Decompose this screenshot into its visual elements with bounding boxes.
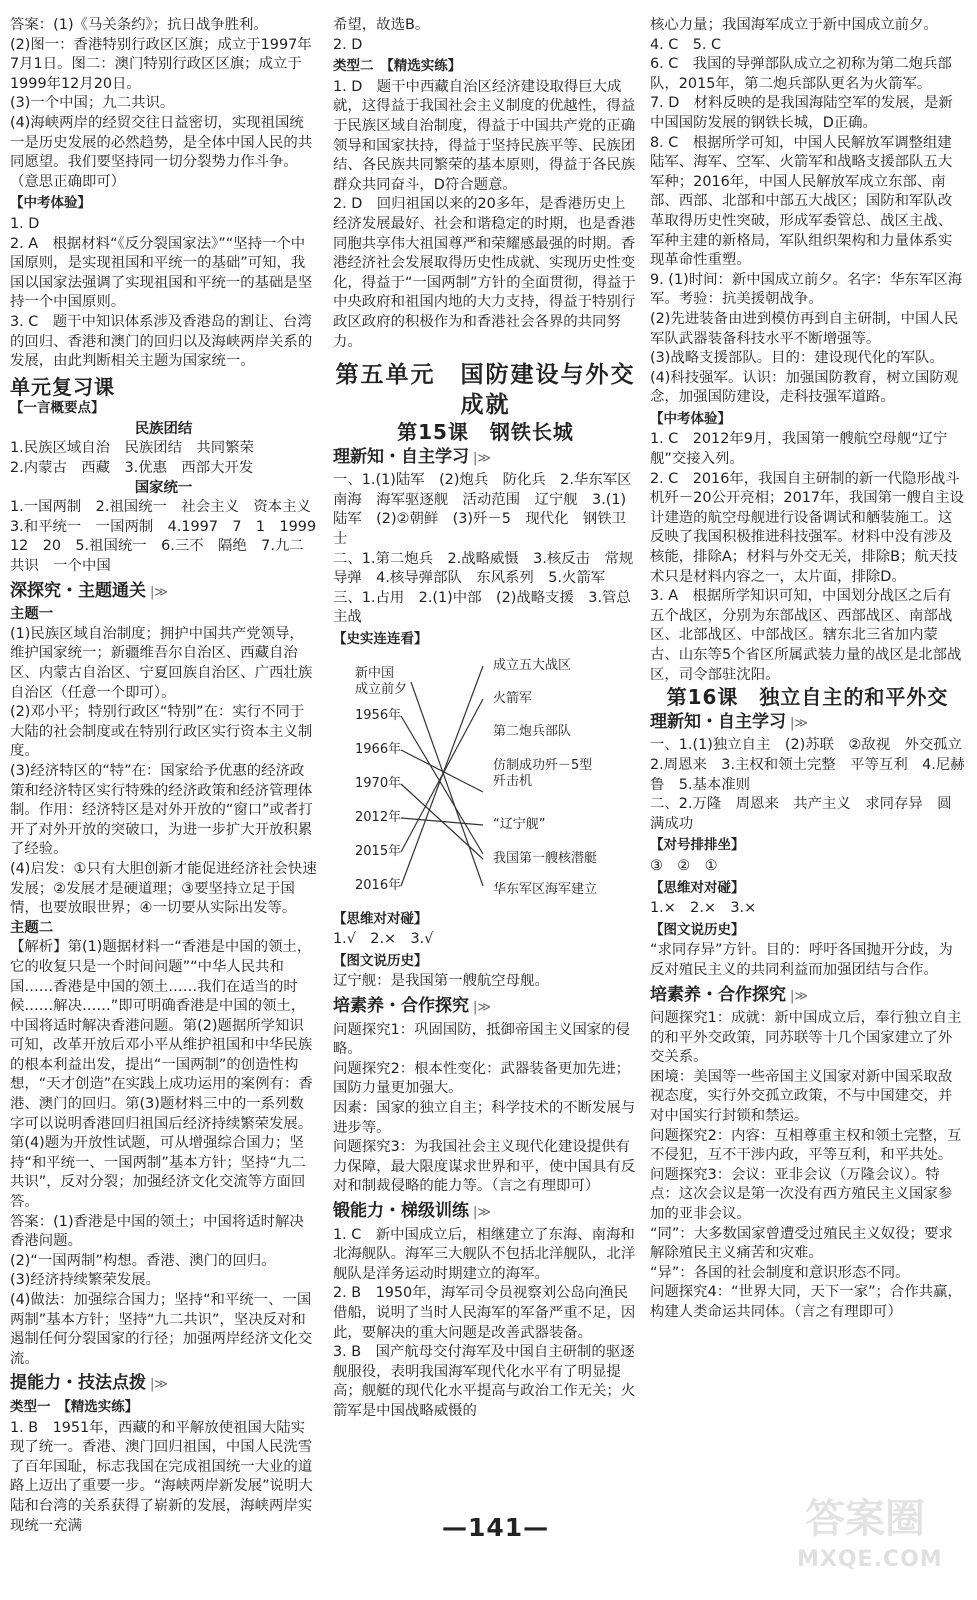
answer-text: 问题探究1：巩固国防，抵御帝国主义国家的侵略。 问题探究2：根本性变化：武器装备更加先进；国防力量更加强大。 因素：国家的独立自主；科学技术的不断发展与进步等。 问题探究3：为我国社会主义现代化建设提供有力保障，最大限度谋求世界和平，使中国具有反对和制裁侵略的能力等。（言之有理即可） — [333, 1021, 636, 1195]
section-arrow-icon: |≫ — [790, 988, 808, 1004]
section-tag: 【中考体验】 — [10, 195, 91, 212]
section-tag: 【史实连连看】 — [333, 631, 428, 648]
section-heading — [10, 582, 317, 603]
timeline-date: 1970年 — [355, 775, 402, 791]
timeline-event: 华东军区海军建立 — [493, 881, 598, 897]
section-arrow-icon: |≫ — [150, 1377, 168, 1393]
column-left — [10, 16, 331, 1536]
section-tag: 【一言概要点】 — [10, 400, 105, 417]
watermark-url: MXQE.COM — [797, 1547, 943, 1572]
answer-text: 1.一国两制 2.祖国统一 社会主义 资本主义 3.和平统一 一国两制 4.1997 7 1 1999 12 20 5.祖国统一 6.三不 隔绝 7.九二共识 一个中国 — [10, 499, 331, 575]
timeline-date: 2015年 — [355, 843, 402, 859]
timeline-date: 1956年 — [355, 707, 402, 723]
unit-title: 第五单元 国防建设与外交 成就 — [335, 362, 636, 419]
answer-text: 辽宁舰：是我国第一艘航空母舰。 — [333, 973, 549, 990]
timeline-date: 1966年 — [355, 741, 402, 757]
section-heading: 单元复习课 — [10, 374, 115, 399]
section-title: 提能力・技法点拨 — [10, 1373, 146, 1394]
site-watermark — [795, 1485, 965, 1590]
section-tag: 【对号排排坐】 — [650, 837, 745, 854]
answer-text: 1. D 2. A 根据材料“《反分裂国家法》”“坚持一个中国原则，是实现祖国和平统一的基础”可知，我国以国家法强调了实现祖国和平统一的基础是坚持一个中国原则。 3. C 题干中知识体系涉及香港岛的割让、台湾的回归、香港和澳门的回归以及海峡两岸关系的发展，由此判断相关主题为国家统一。 — [10, 215, 313, 370]
section-tag: 类型二 【精选实练】 — [333, 58, 462, 75]
timeline-event: 第二炮兵部队 — [493, 723, 572, 739]
section-arrow-icon: |≫ — [473, 450, 491, 466]
match-line — [411, 682, 483, 886]
answer-text: 1.民族区域自治 民族团结 共同繁荣 2.内蒙古 西藏 3.优惠 西部大开发 — [10, 440, 254, 477]
timeline-event: “辽宁舰” — [493, 816, 546, 832]
section-heading — [650, 986, 965, 1007]
answer-text: 希望，故选B。 2. D — [333, 17, 430, 53]
timeline-event: 我国第一艘核潜艇 — [493, 850, 598, 866]
column-middle — [333, 16, 638, 1421]
timeline-event: 仿制成功歼－5型 歼击机 — [493, 757, 593, 789]
section-heading — [333, 1202, 638, 1223]
section-tag: 类型一 【精选实练】 — [10, 1398, 139, 1415]
subheading: 民族团结 — [134, 420, 193, 437]
section-title: 理新知・自主学习 — [333, 446, 469, 467]
section-tag: 【思维对对碰】 — [650, 879, 745, 896]
match-line — [401, 716, 483, 854]
section-title: 培素养・合作探究 — [333, 996, 469, 1016]
section-tag: 【图文说历史】 — [650, 921, 745, 938]
section-heading — [333, 448, 638, 469]
answer-text: 【解析】第(1)题据材料一“香港是中国的领土，它的收复只是一个时间问题”“中华人民共和国……香港是中国的领土……我们在适当的时候……解决……”即可明确香港是中国的领土，中国将适时解决香港问题。第(2)题据所学知识可知，改革开放后邓小平从维护祖国和中华民族的根本利益出发，提出“一国两制”的创造性构想，“天才创造”在实践上成功运用的案例有：香港、澳门的回归。第(3)题材料三中的一系列数字可以说明香港回归祖国后经济持续繁荣发展。第(4)题为开放性试题，可从增强综合国力；坚持“和平统一、一国两制”基本方针；坚持“九二共识”，反对分裂；加强经济文化交流等方面回答。 答案：(1)香港是中国的领土；中国将适时解决香港问题。 (2)“一国两制”构想。香港、澳门的回归。 (3)经济持续繁荣发展。 (4)做法：加强综合国力；坚持“和平统一、一国两制”基本方针；坚持“九二共识”，坚决反对和遏制任何分裂国家的行径；加强两岸经济文化交流。 — [10, 939, 313, 1367]
section-title: 培素养・合作探究 — [650, 984, 786, 1005]
answer-text: 问题探究1：成就：新中国成立后，奉行独立自主的和平外交政策，同苏联等十几个国家建立了外交关系。 困境：美国等一些帝国主义国家对新中国采取敌视态度，实行外交孤立政策，不与中国建交，并对中国实行封锁和禁运。 问题探究2：内容：互相尊重主权和领土完整，互不侵犯，互不干涉内政，平等互利，和平共处。 问题探究3：会议：亚非会议（万隆会议）。特点：这次会议是第一次没有西方殖民主义国家参加的亚非会议。 “同”：大多数国家曾遭受过殖民主义奴役；要求解除殖民主义痛苦和灾难。 “异”：各国的社会制度和意识形态不同。 问题探究4：“世界大同，天下一家”；合作共赢，构建人类命运共同体。（言之有理即可） — [650, 1010, 962, 1320]
section-arrow-icon: |≫ — [150, 584, 168, 600]
answer-text: 1. C 2012年9月，我国第一艘航空母舰“辽宁舰”交接入列。 2. C 2016年，我国自主研制的新一代隐形战斗机歼－20公开亮相；2017年，我国第一艘自主设计建造的航空母舰进行设备调试和舾装施工。这反映了我国积极推进科技强军。材料中没有涉及核能，排除A；材料与外交无关，排除B；航天技术只是材料内容之一，太片面，排除D。 3. A 根据所学知识可知，中国划分战区之后有五个战区，分别为东部战区、西部战区、南部战区、北部战区、中部战区。辖东北三省加内蒙古、山东等5个省区所属武装力量的战区是北部战区，司令部驻沈阳。 — [650, 431, 964, 683]
answer-text: 1.× 2.× 3.× — [650, 900, 757, 917]
answer-text: 1. B 1951年，西藏的和平解放使祖国大陆实现了统一。香港、澳门回归祖国，中国人民洗雪了百年国耻，标志我国在完成祖国统一大业的道路上迈出了重要一步。“海峡两岸新发展”说明大陆和台湾的关系获得了崭新的发展，海峡两岸实现统一充满 — [10, 1419, 313, 1534]
section-title: 深探究・主题通关 — [10, 580, 146, 601]
section-arrow-icon: |≫ — [790, 715, 808, 731]
answer-text: 1. C 新中国成立后，相继建立了东海、南海和北海舰队。海军三大舰队不包括北洋舰队，北洋舰队是洋务运动时期建立的海军。 2. B 1950年，海军司令员视察刘公岛向渔民借船，说明了当时人民海军的军备严重不足，因此，要解决的重大问题是改善武器装备。 3. B 国产航母交付海军及中国自主研制的驱逐舰服役，表明我国海军现代化水平有了明显提高；舰艇的现代化水平提高与政治工作无关；火箭军是中国战略威慑的 — [333, 1226, 636, 1419]
timeline-date: 新中国 成立前夕 — [355, 665, 408, 697]
page-number: —141— — [442, 1513, 550, 1542]
answer-text: “求同存异”方针。目的：呼吁各国抛开分歧，为反对殖民主义的共同利益而加强团结与合作。 — [650, 942, 953, 978]
answer-text: (1)民族区域自治制度；拥护中国共产党领导，维护国家统一；新疆维吾尔自治区、西藏自治区、内蒙古自治区、宁夏回族自治区、广西壮族自治区（任意一个即可）。 (2)邓小平；特别行政区“特别”在：实行不同于大陆的社会制度或在特别行政区实行资本主义制度。 (3)经济特区的“特”在：国家给予优惠的经济政策和经济特区实行特殊的经济政策和经济管理体制。作用：经济特区是对外开放的“窗口”或者打开了对外开放的突破口，为进一步扩大开放积累了经验。 (4)启发：①只有大胆创新才能促进经济社会快速发展；②发展才是硬道理；③要坚持立足于国情，也要放眼世界；④一切要从实际出发等。 — [10, 625, 317, 917]
subheading: 主题二 — [10, 919, 54, 936]
answer-text: 一、1.(1)独立自主 (2)苏联 ②敌视 外交孤立 2.周恩来 3.主权和领土完整 平等互利 4.尼赫鲁 5.基本准则 二、2.万隆 周恩来 共产主义 求同存异 圆满成功 — [650, 737, 965, 832]
timeline-date: 2012年 — [355, 809, 402, 825]
match-line — [401, 666, 483, 886]
match-line — [401, 818, 483, 825]
timeline-event: 成立五大战区 — [493, 657, 572, 673]
section-arrow-icon: |≫ — [473, 1000, 491, 1015]
section-title: 理新知・自主学习 — [650, 711, 786, 732]
timeline-date: 2016年 — [355, 877, 402, 893]
section-tag: 【思维对对碰】 — [333, 910, 428, 927]
answer-text: ③ ② ① — [650, 857, 718, 874]
answer-text: 1. D 题干中西藏自治区经济建设取得巨大成就，这得益于我国社会主义制度的优越性，得益于民族区域自治制度，得益于中国共产党的正确领导和国家扶持，得益于坚持民族平等、民族团结、各民族共同繁荣的基本原则，得益于各民族群众共同奋斗，D符合题意。 2. D 回归祖国以来的20多年，是香港历史上经济发展最好、社会和谐稳定的时期，也是香港同胞共享伟大祖国尊严和荣耀感最强的时期。香港经济社会发展取得历史性成就、实现历史性变化，得益于“一国两制”方针的全面贯彻，得益于中央政府和祖国内地的大力支持，得益于特别行政区政府的积极作为和香港社会各界的共同努力。 — [333, 78, 636, 350]
section-heading — [10, 1374, 317, 1395]
section-title: 锻能力・梯级训练 — [333, 1200, 469, 1221]
watermark-logo-text: 答案圈 — [805, 1496, 925, 1542]
timeline-matching-diagram — [333, 654, 638, 906]
answer-text: 核心力量；我国海军成立于新中国成立前夕。 4. C 5. C 6. C 我国的导弹部队成立之初称为第二炮兵部队，2015年，第二炮兵部队更名为火箭军。 7. D 材料反映的是我国海陆空军的发展，是新中国国防发展的钢铁长城，D正确。 8. C 根据所学可知，中国人民解放军调整组建陆军、海军、空军、火箭军和战略支援部队五大军种；2016年，中国人民解放军成立东部、南部、西部、北部和中部五大战区；国防和军队改革取得历史性突破，形成军委管总、战区主战、军种主建的新格局，军队组织架构和力量体系实现革命性重塑。 9. (1)时间：新中国成立前夕。名字：华东军区海军。考验：抗美援朝战争。 (2)先进装备由进到模仿再到自主研制，中国人民军队武器装备科技水平不断增强等。 (3)战略支援部队。目的：建设现代化的军队。 (4)科技强军。认识：加强国防教育，树立国防观念，加强国防建设，走科技强军道路。 — [650, 17, 963, 406]
section-tag: 【中考体验】 — [650, 410, 731, 427]
section-tag: 【图文说历史】 — [333, 952, 428, 969]
answer-text: 一、1.(1)陆军 (2)炮兵 防化兵 2.华东军区 南海 海军驱逐舰 活动范围 辽宁舰 3.(1)陆军 (2)②朝鲜 (3)歼－5 现代化 钢铁卫士 二、1.第二炮兵 2.战略威慑 3.核反击 常规导弹 4.核导弹部队 东风系列 5.火箭军 三、1.占用 2.(1)中部 (2)战略支援 3.管总 主战 — [333, 472, 634, 626]
lesson-title: 第16课 独立自主的和平外交 — [666, 685, 949, 710]
lesson-title: 第15课 钢铁长城 — [397, 420, 574, 445]
section-heading — [650, 713, 965, 734]
section-heading — [333, 997, 638, 1018]
answer-text: 1.√ 2.× 3.√ — [333, 931, 434, 948]
answer-text: 答案：(1)《马关条约》；抗日战争胜利。 (2)图一：香港特别行政区区旗；成立于1997年7月1日。图二：澳门特别行政区区旗；成立于1999年12月20日。 (3)一个中国；九二共识。 (4)海峡两岸的经贸交往日益密切，实现祖国统一是历史发展的必然趋势，是全体中国人民的共同愿望。我们要坚持同一切分裂势力作斗争。（意思正确即可） — [10, 17, 313, 190]
subheading: 国家统一 — [134, 479, 193, 496]
subheading: 主题一 — [10, 606, 54, 623]
timeline-event: 火箭军 — [493, 690, 533, 706]
column-right — [650, 16, 965, 1323]
section-arrow-icon: |≫ — [473, 1204, 491, 1220]
